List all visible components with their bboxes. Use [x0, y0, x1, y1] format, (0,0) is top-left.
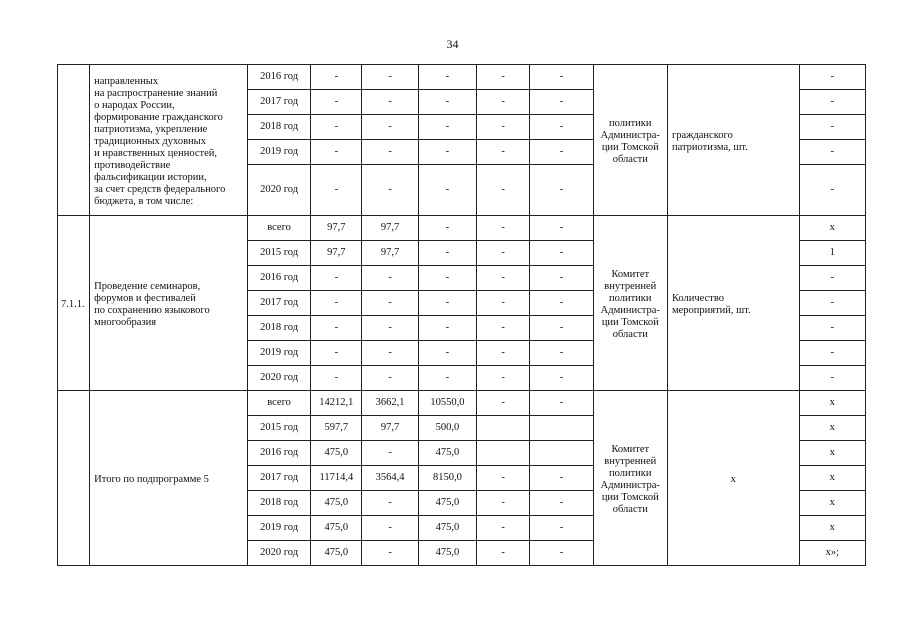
amount-cell-3: [418, 140, 476, 165]
item-name-cell-text: Проведение семинаров, форумов и фестивалей по сохранению языкового многообразия: [94, 280, 210, 328]
amount-cell-5: [530, 266, 593, 291]
amount-cell-2: [362, 140, 418, 165]
amount-cell-5: [530, 541, 593, 566]
year-cell: [247, 416, 310, 441]
amount-cell-3: [418, 115, 476, 140]
target-value-cell: [799, 316, 865, 341]
amount-cell-3-text: 475,0: [435, 497, 460, 508]
amount-cell-5: [530, 241, 593, 266]
item-name-cell: [90, 391, 248, 566]
amount-cell-1: [311, 341, 362, 366]
target-value-cell: [799, 416, 865, 441]
target-value-cell-text: х: [829, 472, 835, 483]
amount-cell-4: [477, 466, 530, 491]
amount-cell-5: [530, 491, 593, 516]
target-value-cell: [799, 541, 865, 566]
amount-cell-3: [418, 316, 476, 341]
target-value-cell-text: -: [830, 146, 835, 157]
amount-cell-3: [418, 266, 476, 291]
amount-cell-4-text: -: [501, 497, 505, 508]
amount-cell-1: [311, 140, 362, 165]
year-cell: [247, 90, 310, 115]
year-cell-text: всего: [267, 397, 291, 408]
amount-cell-3: [418, 366, 476, 391]
year-cell-text: 2018 год: [260, 121, 299, 132]
amount-cell-5: [530, 65, 593, 90]
amount-cell-2-text: 97,7: [380, 247, 400, 258]
amount-cell-4: [477, 316, 530, 341]
amount-cell-2-text: -: [388, 322, 392, 333]
amount-cell-2-text: -: [388, 372, 392, 383]
amount-cell-1-text: 11714,4: [319, 472, 354, 483]
amount-cell-2: [362, 441, 418, 466]
amount-cell-1: [311, 466, 362, 491]
target-value-cell-text: х: [829, 497, 835, 508]
table-row: [58, 216, 866, 241]
amount-cell-1: [311, 491, 362, 516]
amount-cell-2: [362, 291, 418, 316]
amount-cell-3: [418, 165, 476, 216]
amount-cell-1-text: -: [334, 272, 339, 283]
amount-cell-4: [477, 241, 530, 266]
target-value-cell: [799, 366, 865, 391]
amount-cell-3: [418, 90, 476, 115]
amount-cell-2: [362, 266, 418, 291]
amount-cell-5-text: -: [559, 272, 564, 283]
amount-cell-3-text: -: [445, 146, 450, 157]
amount-cell-1: [311, 541, 362, 566]
amount-cell-2-text: 3662,1: [375, 397, 405, 408]
year-cell: [247, 165, 310, 216]
amount-cell-3-text: 8150,0: [432, 472, 462, 483]
year-cell: [247, 266, 310, 291]
amount-cell-1-text: 475,0: [324, 497, 349, 508]
amount-cell-1-text: -: [334, 146, 339, 157]
year-cell-text: 2016 год: [260, 447, 299, 458]
amount-cell-4: [477, 266, 530, 291]
amount-cell-5-text: -: [559, 372, 564, 383]
amount-cell-2-text: -: [388, 297, 392, 308]
target-value-cell: [799, 115, 865, 140]
amount-cell-1-text: -: [334, 322, 339, 333]
year-cell-text: всего: [267, 222, 291, 233]
target-value-cell: [799, 140, 865, 165]
amount-cell-2: [362, 65, 418, 90]
indicator-cell: [667, 216, 799, 391]
year-cell-text: 2015 год: [260, 422, 299, 433]
amount-cell-5: [530, 341, 593, 366]
amount-cell-3: [418, 466, 476, 491]
amount-cell-4-text: -: [501, 322, 505, 333]
amount-cell-2-text: -: [388, 272, 392, 283]
amount-cell-5: [530, 291, 593, 316]
target-value-cell: [799, 65, 865, 90]
amount-cell-2: [362, 391, 418, 416]
year-cell-text: 2017 год: [260, 472, 299, 483]
amount-cell-4-text: -: [501, 347, 505, 358]
amount-cell-2-text: -: [388, 96, 392, 107]
amount-cell-5: [530, 366, 593, 391]
amount-cell-5-text: -: [559, 247, 564, 258]
amount-cell-2: [362, 216, 418, 241]
amount-cell-4-text: -: [501, 472, 505, 483]
amount-cell-2-text: -: [388, 447, 392, 458]
amount-cell-4-text: -: [501, 547, 505, 558]
amount-cell-3: [418, 341, 476, 366]
amount-cell-1: [311, 366, 362, 391]
target-value-cell: [799, 165, 865, 216]
amount-cell-2: [362, 316, 418, 341]
item-name-cell-text: направленных на распространение знаний о народах России, формирование гражданского патриотизма, укрепление традиционных духовных и нравственных ценностей, противодействие фальсификации истории, за счет средств федерального бюджета, в том числе:: [94, 75, 226, 207]
amount-cell-3-text: -: [445, 372, 450, 383]
amount-cell-4: [477, 391, 530, 416]
year-cell-text: 2016 год: [260, 71, 299, 82]
target-value-cell: [799, 341, 865, 366]
amount-cell-1: [311, 516, 362, 541]
item-name-cell: [90, 65, 248, 216]
target-value-cell-text: -: [830, 121, 835, 132]
amount-cell-4: [477, 65, 530, 90]
amount-cell-4-text: -: [501, 247, 505, 258]
target-value-cell-text: х: [829, 522, 835, 533]
target-value-cell-text: -: [830, 322, 835, 333]
amount-cell-5-text: -: [559, 146, 564, 157]
amount-cell-3-text: -: [445, 297, 450, 308]
amount-cell-2: [362, 165, 418, 216]
year-cell: [247, 391, 310, 416]
amount-cell-3: [418, 391, 476, 416]
target-value-cell-text: х»;: [825, 547, 839, 558]
target-value-cell-text: -: [830, 96, 835, 107]
amount-cell-2-text: -: [388, 522, 392, 533]
year-cell-text: 2020 год: [260, 184, 299, 195]
amount-cell-5-text: -: [559, 322, 564, 333]
amount-cell-2: [362, 516, 418, 541]
target-value-cell: [799, 466, 865, 491]
amount-cell-2-text: -: [388, 184, 392, 195]
year-cell: [247, 516, 310, 541]
amount-cell-5-text: -: [559, 184, 564, 195]
amount-cell-2: [362, 416, 418, 441]
budget-table: [57, 64, 866, 566]
target-value-cell: [799, 516, 865, 541]
executor-cell: [593, 65, 667, 216]
amount-cell-3-text: -: [445, 222, 450, 233]
amount-cell-3-text: -: [445, 272, 450, 283]
amount-cell-3: [418, 291, 476, 316]
amount-cell-2: [362, 491, 418, 516]
year-cell: [247, 341, 310, 366]
year-cell: [247, 541, 310, 566]
amount-cell-3-text: -: [445, 121, 450, 132]
target-value-cell-text: 1: [829, 247, 835, 258]
amount-cell-4-text: -: [501, 121, 505, 132]
year-cell-text: 2016 год: [260, 272, 299, 283]
amount-cell-5-text: -: [559, 522, 564, 533]
amount-cell-4: [477, 341, 530, 366]
amount-cell-3: [418, 541, 476, 566]
amount-cell-4-text: -: [501, 522, 505, 533]
year-cell: [247, 291, 310, 316]
amount-cell-2: [362, 341, 418, 366]
executor-cell-text: Комитет внутренней политики Администра- ции Томской области: [600, 268, 660, 340]
amount-cell-2: [362, 241, 418, 266]
amount-cell-2-text: -: [388, 121, 392, 132]
amount-cell-3: [418, 491, 476, 516]
target-value-cell: [799, 266, 865, 291]
amount-cell-3-text: -: [445, 247, 450, 258]
amount-cell-3-text: -: [445, 71, 450, 82]
item-name-cell-text: Итого по подпрограмме 5: [94, 473, 209, 485]
indicator-cell: [667, 391, 799, 566]
year-cell: [247, 140, 310, 165]
amount-cell-3: [418, 516, 476, 541]
amount-cell-5-text: -: [559, 297, 564, 308]
amount-cell-5-text: -: [559, 497, 564, 508]
year-cell: [247, 115, 310, 140]
item-name-cell: [90, 216, 248, 391]
amount-cell-5: [530, 466, 593, 491]
amount-cell-4-text: -: [501, 372, 505, 383]
amount-cell-3-text: 475,0: [435, 522, 460, 533]
amount-cell-5-text: -: [559, 547, 564, 558]
year-cell-text: 2015 год: [260, 247, 299, 258]
amount-cell-4-text: -: [501, 297, 505, 308]
amount-cell-4: [477, 216, 530, 241]
amount-cell-4-text: -: [501, 146, 505, 157]
amount-cell-1: [311, 216, 362, 241]
amount-cell-1-text: 475,0: [324, 547, 349, 558]
amount-cell-2: [362, 115, 418, 140]
amount-cell-1: [311, 65, 362, 90]
amount-cell-4: [477, 541, 530, 566]
amount-cell-1: [311, 165, 362, 216]
amount-cell-5-text: -: [559, 96, 564, 107]
target-value-cell-text: -: [830, 71, 835, 82]
year-cell-text: 2019 год: [260, 522, 299, 533]
amount-cell-2-text: 3564,4: [375, 472, 405, 483]
amount-cell-5-text: -: [559, 472, 564, 483]
amount-cell-4: [477, 416, 530, 441]
year-cell-text: 2017 год: [260, 96, 299, 107]
year-cell: [247, 366, 310, 391]
year-cell-text: 2020 год: [260, 372, 299, 383]
year-cell-text: 2017 год: [260, 297, 299, 308]
amount-cell-4: [477, 441, 530, 466]
item-number-cell: [58, 216, 90, 391]
amount-cell-2: [362, 466, 418, 491]
target-value-cell: [799, 241, 865, 266]
amount-cell-1-text: 97,7: [327, 247, 346, 258]
amount-cell-5-text: -: [559, 71, 564, 82]
amount-cell-1-text: -: [334, 347, 339, 358]
amount-cell-1-text: 597,7: [324, 422, 349, 433]
amount-cell-2-text: -: [388, 497, 392, 508]
amount-cell-4: [477, 516, 530, 541]
amount-cell-1-text: -: [334, 297, 339, 308]
amount-cell-2-text: 97,7: [380, 222, 400, 233]
target-value-cell: [799, 90, 865, 115]
amount-cell-1: [311, 416, 362, 441]
year-cell: [247, 65, 310, 90]
amount-cell-2: [362, 366, 418, 391]
page-number: 34: [446, 37, 459, 51]
amount-cell-1: [311, 441, 362, 466]
amount-cell-5: [530, 115, 593, 140]
amount-cell-4-text: -: [501, 71, 505, 82]
year-cell-text: 2018 год: [260, 322, 299, 333]
amount-cell-1: [311, 241, 362, 266]
amount-cell-2-text: -: [388, 547, 392, 558]
amount-cell-5: [530, 165, 593, 216]
amount-cell-5: [530, 90, 593, 115]
amount-cell-1-text: 14212,1: [319, 397, 354, 408]
indicator-cell-text: х: [730, 473, 736, 485]
amount-cell-1: [311, 90, 362, 115]
amount-cell-2: [362, 541, 418, 566]
amount-cell-4-text: -: [501, 222, 505, 233]
amount-cell-5: [530, 441, 593, 466]
amount-cell-3: [418, 241, 476, 266]
year-cell: [247, 316, 310, 341]
table-row: [58, 391, 866, 416]
indicator-cell-text: Количество мероприятий, шт.: [671, 292, 751, 316]
amount-cell-2-text: -: [388, 71, 392, 82]
amount-cell-3-text: 475,0: [435, 447, 460, 458]
executor-cell: [593, 391, 667, 566]
item-number-cell: [58, 65, 90, 216]
target-value-cell: [799, 216, 865, 241]
amount-cell-3-text: 10550,0: [430, 397, 465, 408]
target-value-cell-text: -: [830, 372, 835, 383]
executor-cell-text: Комитет внутренней политики Администра- ции Томской области: [600, 443, 660, 515]
executor-cell-text: политики Администра- ции Томской области: [600, 117, 660, 165]
amount-cell-4: [477, 140, 530, 165]
year-cell: [247, 216, 310, 241]
target-value-cell-text: х: [829, 422, 835, 433]
amount-cell-1-text: -: [334, 71, 339, 82]
amount-cell-4: [477, 291, 530, 316]
target-value-cell-text: -: [830, 184, 835, 195]
amount-cell-3-text: -: [445, 347, 450, 358]
amount-cell-2-text: -: [388, 347, 392, 358]
amount-cell-3-text: -: [445, 184, 450, 195]
amount-cell-1-text: 97,7: [327, 222, 346, 233]
amount-cell-2-text: 97,7: [380, 422, 400, 433]
target-value-cell-text: -: [830, 272, 835, 283]
target-value-cell: [799, 491, 865, 516]
amount-cell-5: [530, 140, 593, 165]
amount-cell-3: [418, 416, 476, 441]
amount-cell-5-text: -: [559, 347, 564, 358]
year-cell: [247, 441, 310, 466]
amount-cell-5: [530, 391, 593, 416]
amount-cell-3-text: 475,0: [435, 547, 460, 558]
target-value-cell-text: х: [829, 447, 835, 458]
item-number-cell-text: 7.1.1.: [61, 298, 85, 310]
amount-cell-1-text: -: [334, 96, 339, 107]
amount-cell-4-text: -: [501, 96, 505, 107]
year-cell: [247, 491, 310, 516]
year-cell-text: 2019 год: [260, 146, 299, 157]
amount-cell-4: [477, 115, 530, 140]
amount-cell-3: [418, 216, 476, 241]
amount-cell-1: [311, 115, 362, 140]
amount-cell-1-text: 475,0: [324, 522, 349, 533]
year-cell: [247, 241, 310, 266]
amount-cell-1-text: -: [334, 372, 339, 383]
amount-cell-1: [311, 266, 362, 291]
amount-cell-1-text: -: [334, 121, 339, 132]
amount-cell-4: [477, 90, 530, 115]
amount-cell-4-text: -: [501, 272, 505, 283]
amount-cell-5-text: -: [559, 121, 564, 132]
indicator-cell-text: гражданского патриотизма, шт.: [671, 129, 748, 153]
target-value-cell: [799, 391, 865, 416]
target-value-cell-text: -: [830, 297, 835, 308]
item-number-cell: [58, 391, 90, 566]
amount-cell-1: [311, 291, 362, 316]
amount-cell-4: [477, 366, 530, 391]
amount-cell-3-text: 500,0: [435, 422, 460, 433]
amount-cell-4: [477, 491, 530, 516]
amount-cell-5-text: -: [559, 222, 564, 233]
amount-cell-4: [477, 165, 530, 216]
year-cell-text: 2020 год: [260, 547, 299, 558]
amount-cell-5: [530, 516, 593, 541]
amount-cell-3-text: -: [445, 322, 450, 333]
target-value-cell-text: х: [829, 397, 835, 408]
amount-cell-1: [311, 391, 362, 416]
amount-cell-5: [530, 416, 593, 441]
amount-cell-5: [530, 316, 593, 341]
target-value-cell-text: -: [830, 347, 835, 358]
amount-cell-5-text: -: [559, 397, 564, 408]
table-row: [58, 65, 866, 90]
amount-cell-3-text: -: [445, 96, 450, 107]
amount-cell-3: [418, 65, 476, 90]
amount-cell-1: [311, 316, 362, 341]
target-value-cell: [799, 291, 865, 316]
amount-cell-5: [530, 216, 593, 241]
year-cell: [247, 466, 310, 491]
amount-cell-1-text: -: [334, 184, 339, 195]
amount-cell-2: [362, 90, 418, 115]
year-cell-text: 2019 год: [260, 347, 299, 358]
year-cell-text: 2018 год: [260, 497, 299, 508]
amount-cell-3: [418, 441, 476, 466]
amount-cell-4-text: -: [501, 184, 505, 195]
target-value-cell-text: х: [829, 222, 835, 233]
amount-cell-4-text: -: [501, 397, 505, 408]
amount-cell-1-text: 475,0: [324, 447, 349, 458]
indicator-cell: [667, 65, 799, 216]
executor-cell: [593, 216, 667, 391]
target-value-cell: [799, 441, 865, 466]
amount-cell-2-text: -: [388, 146, 392, 157]
